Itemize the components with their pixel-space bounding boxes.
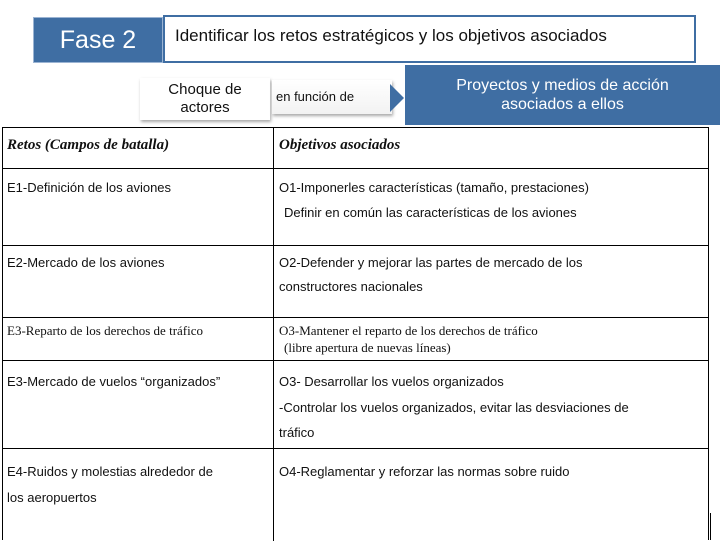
column-divider <box>273 128 274 541</box>
phase-badge <box>33 17 163 63</box>
objetivo-o2-line-2: constructores nacionales <box>279 279 423 294</box>
objetivo-o1-line-1: O1-Imponerles características (tamaño, prestaciones) <box>279 180 589 195</box>
choque-line-1: Choque de <box>168 81 242 98</box>
reto-e2: E2-Mercado de los aviones <box>7 255 165 270</box>
choque-de-actores-box <box>140 78 270 120</box>
proyectos-line-2: asociados a ellos <box>501 96 624 113</box>
objetivo-o1-line-2: Definir en común las características de los aviones <box>284 205 577 220</box>
row-divider <box>3 448 708 449</box>
reto-e3-vuelos: E3-Mercado de vuelos “organizados” <box>7 374 221 389</box>
objetivo-o3b-line-3: tráfico <box>279 425 315 440</box>
en-funcion-de-box: en función de <box>272 80 392 114</box>
edge-mark <box>710 513 711 540</box>
objetivo-o2-line-1: O2-Defender y mejorar las partes de mercado de los <box>279 255 583 270</box>
retos-objetivos-table <box>2 127 709 540</box>
objetivo-o3b-line-1: O3- Desarrollar los vuelos organizados <box>279 374 504 389</box>
arrow-right-icon <box>390 84 404 112</box>
row-divider <box>3 317 708 318</box>
reto-e3-reparto: E3-Reparto de los derechos de tráfico <box>7 323 204 338</box>
page-title: Identificar los retos estratégicos y los objetivos asociados <box>175 26 607 45</box>
objetivo-o3-line-2: (libre apertura de nuevas líneas) <box>284 340 451 355</box>
reto-e4-line-2: los aeropuertos <box>7 490 97 505</box>
column-header-objetivos: Objetivos asociados <box>279 137 401 153</box>
reto-e1: E1-Definición de los aviones <box>7 180 172 195</box>
proyectos-line-1: Proyectos y medios de acción <box>456 77 669 94</box>
choque-line-2: actores <box>180 99 230 116</box>
reto-e4-line-1: E4-Ruidos y molestias alrededor de <box>7 464 213 479</box>
objetivo-o3b-line-2: -Controlar los vuelos organizados, evitar las desviaciones de <box>279 400 629 415</box>
column-header-retos: Retos (Campos de batalla) <box>7 137 170 153</box>
objetivo-o4: O4-Reglamentar y reforzar las normas sobre ruido <box>279 464 570 479</box>
proyectos-box <box>405 65 720 125</box>
phase-label: Fase 2 <box>59 25 137 54</box>
row-divider <box>3 168 708 169</box>
row-divider <box>3 360 708 361</box>
row-divider <box>3 245 708 246</box>
objetivo-o3-line-1: O3-Mantener el reparto de los derechos de tráfico <box>279 323 538 338</box>
